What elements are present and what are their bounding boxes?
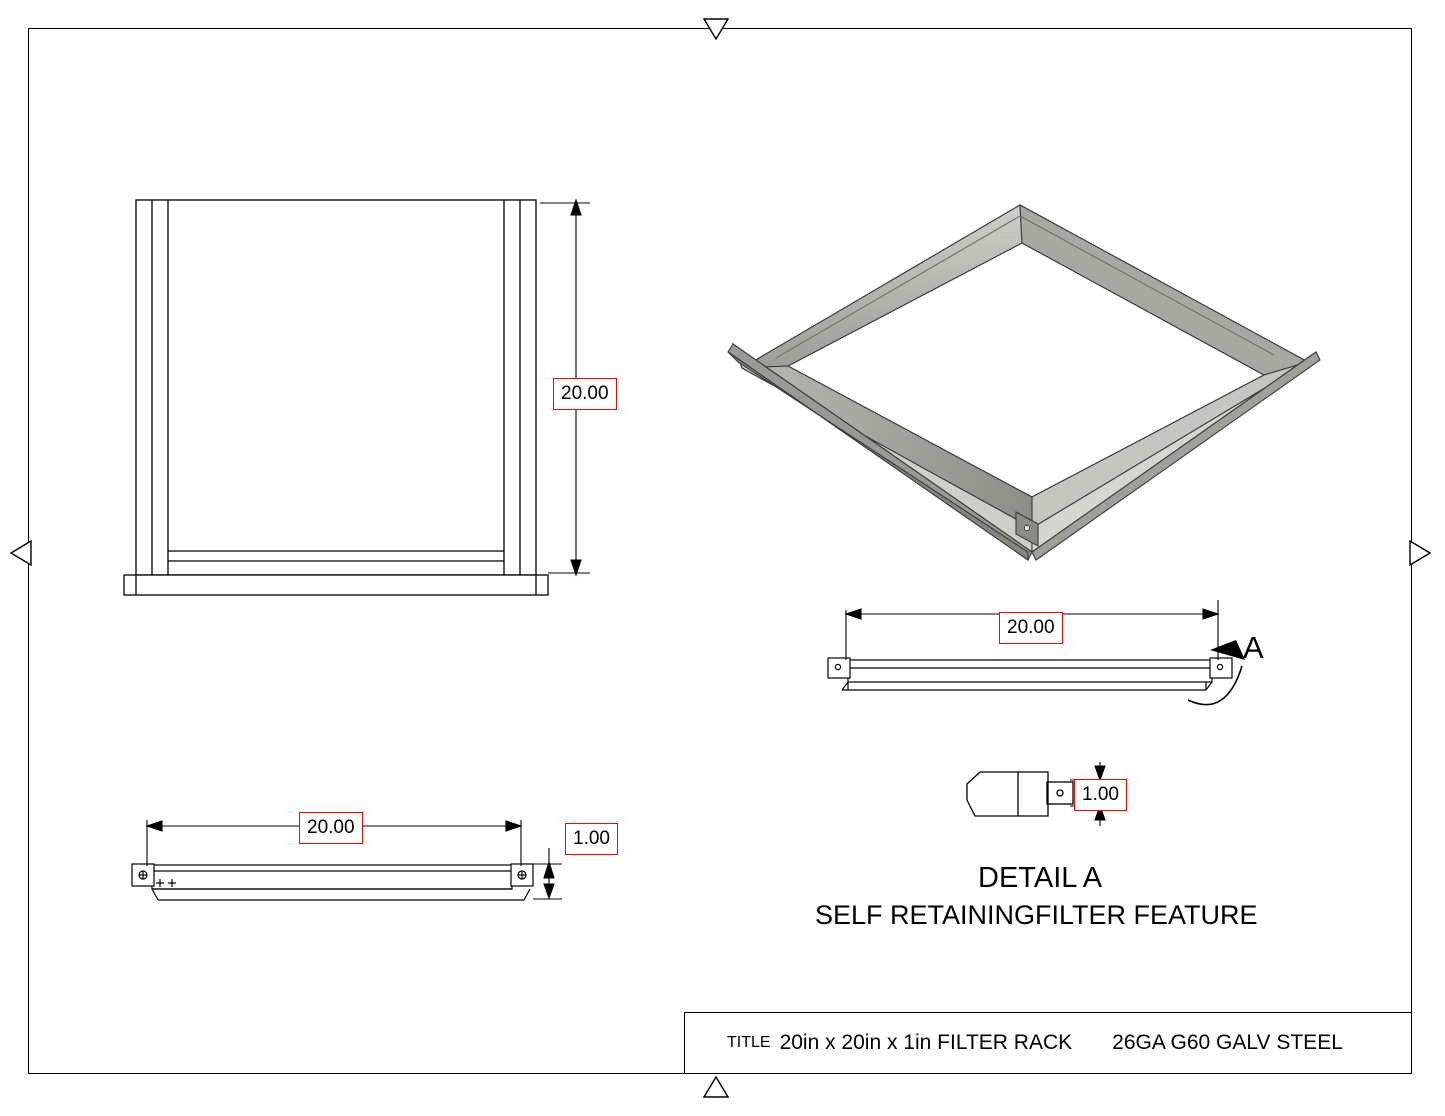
title-block-row bbox=[685, 1013, 1411, 1073]
dim-front-height: 20.00 bbox=[553, 378, 617, 410]
detail-a-subtitle: SELF RETAININGFILTER FEATURE bbox=[815, 900, 1258, 930]
title-material: 26GA G60 GALV STEEL bbox=[1112, 1031, 1343, 1054]
title-block bbox=[684, 1012, 1412, 1074]
dim-detail-thickness: 1.00 bbox=[1074, 779, 1127, 811]
dim-bottom-thickness: 1.00 bbox=[565, 823, 618, 855]
dim-bottom-width: 20.00 bbox=[299, 812, 363, 844]
title-keyword: TITLE bbox=[727, 1034, 771, 1051]
title-part-name: 20in x 20in x 1in FILTER RACK bbox=[779, 1031, 1073, 1054]
section-letter-a: A bbox=[1243, 630, 1264, 665]
detail-a-title: DETAIL A bbox=[978, 862, 1103, 894]
dim-side-width: 20.00 bbox=[999, 612, 1063, 644]
